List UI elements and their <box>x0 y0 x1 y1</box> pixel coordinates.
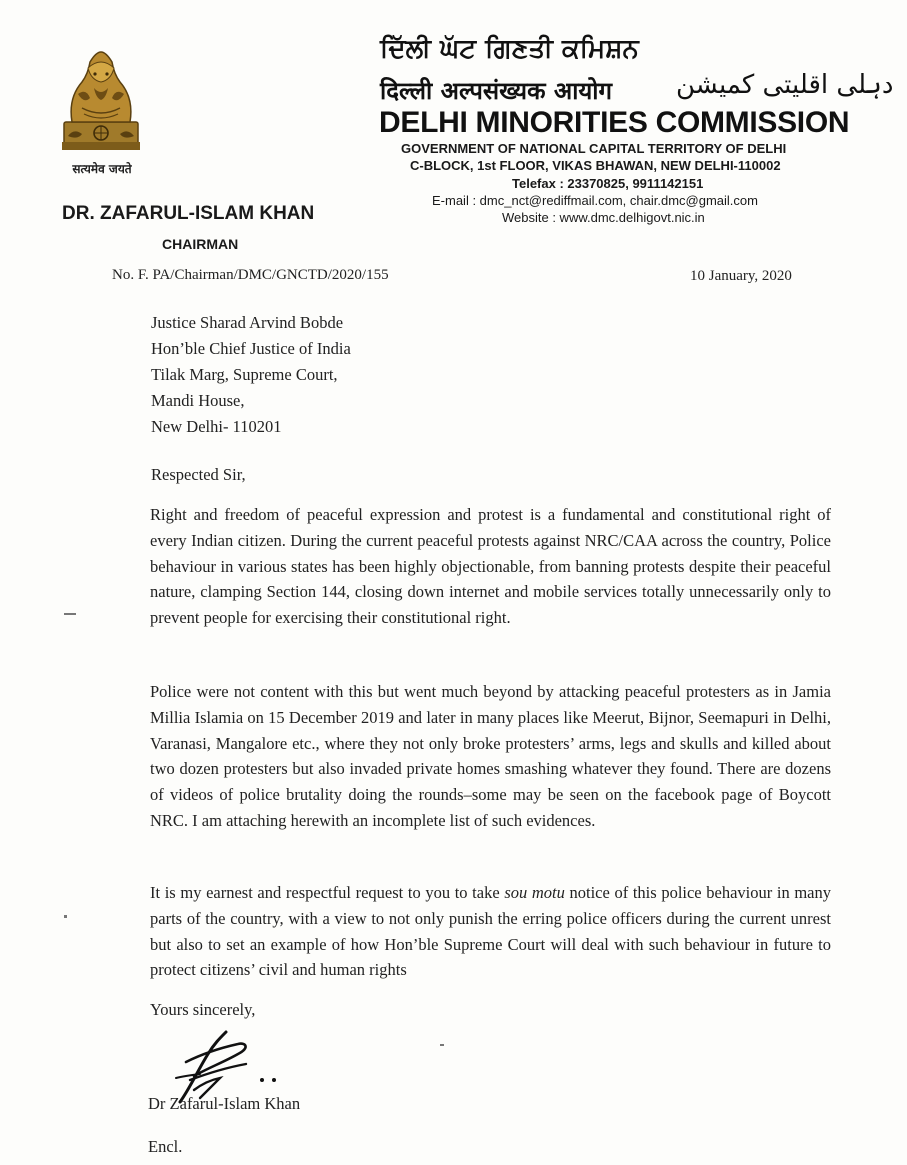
paragraph-3-text-end: notice of this police behaviour in many parts of the country, with a view to not only punish the erring police officers during the current unrest but also to set an example of how Hon’ble Supreme Court will deal with such behaviour in future to protect citizens’ civil and human rights <box>150 883 832 980</box>
emblem-motto: सत्यमेव जयते <box>72 162 132 176</box>
commission-name-punjabi: ਦਿੱਲੀ ਘੱਟ ਗਿਣਤੀ ਕਮਿਸ਼ਨ <box>380 34 639 64</box>
commission-name-hindi: दिल्ली अल्पसंख्यक आयोग <box>380 77 613 105</box>
recipient-line: Justice Sharad Arvind Bobde <box>151 313 344 332</box>
government-line: GOVERNMENT OF NATIONAL CAPITAL TERRITORY OF DELHI <box>401 141 787 156</box>
chairman-name: DR. ZAFARUL-ISLAM KHAN <box>62 203 315 224</box>
body-paragraph-2: Police were not content with this but went much beyond by attacking peaceful protesters as in Jamia Millia Islamia on 15 December 2019 and later in many places like Meerut, Bijnor, Seemapuri in Delhi, Varanasi, Mangalore etc., where they not only broke protesters’ arms, legs and skulls and killed about two dozen protesters but also invaded private homes smashing whatever they found. There are dozens of videos of police brutality doing the rounds–some may be seen on the facebook page of Boycott NRC. I am attaching herewith an incomplete list of such evidences. <box>150 682 831 830</box>
body-paragraph-1: Right and freedom of peaceful expression and protest is a fundamental and constitutional right of every Indian citizen. During the current peaceful protests against NRC/CAA across the country, Police behaviour in various states has been highly objectionable, from banning protests despite their peaceful nature, clamping Section 144, closing down internet and mobile services totally unnecessarily only to prevent people for exercising their constitutional right. <box>150 505 831 628</box>
sou-motu-emphasis: sou motu <box>504 883 565 902</box>
recipient-address <box>151 310 351 440</box>
paragraph-3-text-start: It is my earnest and respectful request to you to take <box>150 883 505 902</box>
scan-speck <box>64 613 76 615</box>
letter-date: 10 January, 2020 <box>690 268 792 284</box>
telefax-line: Telefax : 23370825, 9911142151 <box>512 176 704 191</box>
reference-number: No. F. PA/Chairman/DMC/GNCTD/2020/155 <box>112 267 389 283</box>
email-line: E-mail : dmc_nct@rediffmail.com, chair.dmc@gmail.com <box>432 193 758 208</box>
body-paragraph-3 <box>150 880 831 983</box>
commission-name-english: DELHI MINORITIES COMMISSION <box>379 106 850 139</box>
recipient-line: Tilak Marg, Supreme Court, <box>151 365 338 384</box>
website-line: Website : www.dmc.delhigovt.nic.in <box>502 210 705 225</box>
commission-name-urdu: دہلی اقلیتی کمیشن <box>676 70 894 100</box>
signer-name: Dr Zafarul-Islam Khan <box>148 1094 301 1113</box>
national-emblem-icon <box>58 38 144 156</box>
scan-speck <box>64 915 67 918</box>
address-line: C-BLOCK, 1st FLOOR, VIKAS BHAWAN, NEW DELHI-110002 <box>410 158 781 173</box>
recipient-line: Mandi House, <box>151 391 245 410</box>
closing: Yours sincerely, <box>150 1000 256 1019</box>
recipient-line: Hon’ble Chief Justice of India <box>151 339 351 358</box>
scan-speck <box>440 1044 444 1046</box>
salutation: Respected Sir, <box>151 465 246 484</box>
enclosure-note: Encl. <box>148 1137 183 1156</box>
recipient-line: New Delhi- 110201 <box>151 417 282 436</box>
chairman-title: CHAIRMAN <box>162 236 239 252</box>
